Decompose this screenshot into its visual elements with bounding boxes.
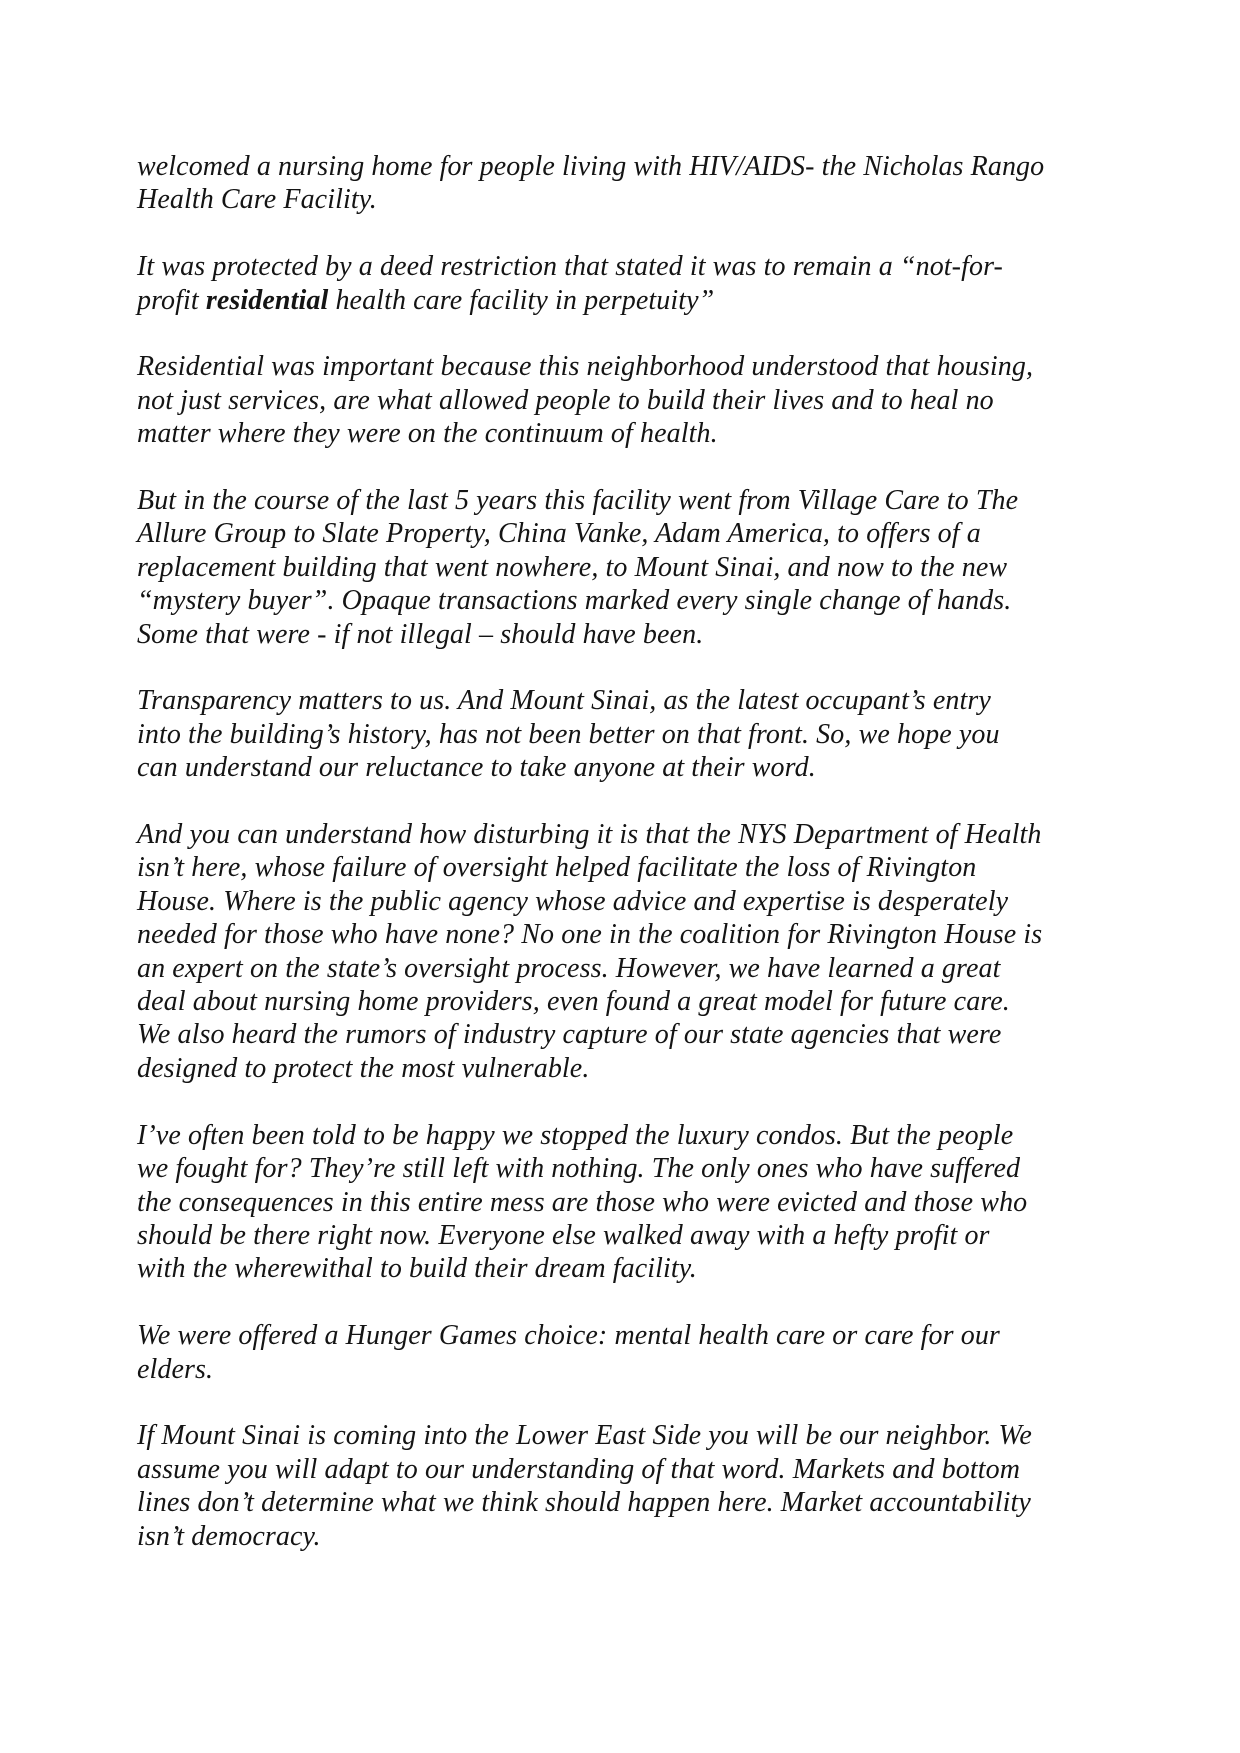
text-line: matter where they were on the continuum of health. — [137, 418, 718, 450]
text-line: isn’t democracy. — [137, 1520, 321, 1552]
text-line: the consequences in this entire mess are those who were evicted and those who — [137, 1186, 1028, 1218]
text-line: with the wherewithal to build their dream facility. — [137, 1253, 697, 1285]
paragraph-6 — [137, 818, 1102, 1085]
document-text-block — [137, 150, 1102, 1586]
text-line: not just services, are what allowed people to build their lives and to heal no — [137, 384, 994, 416]
text-line: If Mount Sinai is coming into the Lower East Side you will be our neighbor. We — [137, 1420, 1032, 1452]
text-line: elders. — [137, 1353, 214, 1385]
text-line: Some that were - if not illegal – should have been. — [137, 618, 704, 650]
text-line: we fought for? They’re still left with nothing. The only ones who have suffered — [137, 1153, 1021, 1185]
text-line — [137, 284, 1102, 317]
text-line: isn’t here, whose failure of oversight helped facilitate the loss of Rivington — [137, 852, 977, 884]
text-line: House. Where is the public agency whose advice and expertise is desperately — [137, 885, 1009, 917]
text-line: welcomed a nursing home for people living with HIV/AIDS- the Nicholas Rango — [137, 151, 1045, 182]
text-line: an expert on the state’s oversight process. However, we have learned a great — [137, 952, 1001, 984]
text-line: needed for those who have none? No one in the coalition for Rivington House is — [137, 919, 1043, 951]
paragraph-9 — [137, 1419, 1102, 1553]
text-line: can understand our reluctance to take anyone at their word. — [137, 752, 816, 784]
text-line: “mystery buyer”. Opaque transactions marked every single change of hands. — [137, 585, 1012, 617]
paragraph-8 — [137, 1319, 1102, 1386]
text-line: deal about nursing home providers, even found a great model for future care. — [137, 986, 1010, 1018]
paragraph-2 — [137, 250, 1102, 317]
paragraph-3 — [137, 350, 1102, 450]
text-line: We were offered a Hunger Games choice: mental health care or care for our — [137, 1320, 1000, 1352]
text-line: should be there right now. Everyone else walked away with a hefty profit or — [137, 1219, 990, 1251]
paragraph-1 — [137, 150, 1102, 217]
text-line: designed to protect the most vulnerable. — [137, 1052, 590, 1084]
paragraph-4 — [137, 484, 1102, 651]
text-line: assume you will adapt to our understanding of that word. Markets and bottom — [137, 1453, 1021, 1485]
paragraph-5 — [137, 684, 1102, 784]
text-line: Health Care Facility. — [137, 184, 377, 216]
text-segment: health care facility in perpetuity” — [328, 284, 715, 316]
text-line: It was protected by a deed restriction that stated it was to remain a “not-for- — [137, 251, 1003, 283]
text-line: We also heard the rumors of industry capture of our state agencies that were — [137, 1019, 1002, 1051]
text-line: Allure Group to Slate Property, China Vanke, Adam America, to offers of a — [137, 518, 981, 550]
text-line: into the building’s history, has not been better on that front. So, we hope you — [137, 718, 1000, 750]
text-line: Transparency matters to us. And Mount Sinai, as the latest occupant’s entry — [137, 685, 991, 717]
text-segment: profit — [137, 284, 206, 316]
text-line: But in the course of the last 5 years this facility went from Village Care to The — [137, 485, 1019, 517]
text-line: Residential was important because this neighborhood understood that housing, — [137, 351, 1034, 383]
bold-text-segment: residential — [205, 284, 329, 316]
paragraph-7 — [137, 1119, 1102, 1286]
text-line: replacement building that went nowhere, to Mount Sinai, and now to the new — [137, 551, 1008, 583]
text-line: And you can understand how disturbing it is that the NYS Department of Health — [137, 819, 1042, 851]
text-line: I’ve often been told to be happy we stopped the luxury condos. But the people — [137, 1119, 1014, 1151]
text-line: lines don’t determine what we think should happen here. Market accountability — [137, 1487, 1031, 1519]
